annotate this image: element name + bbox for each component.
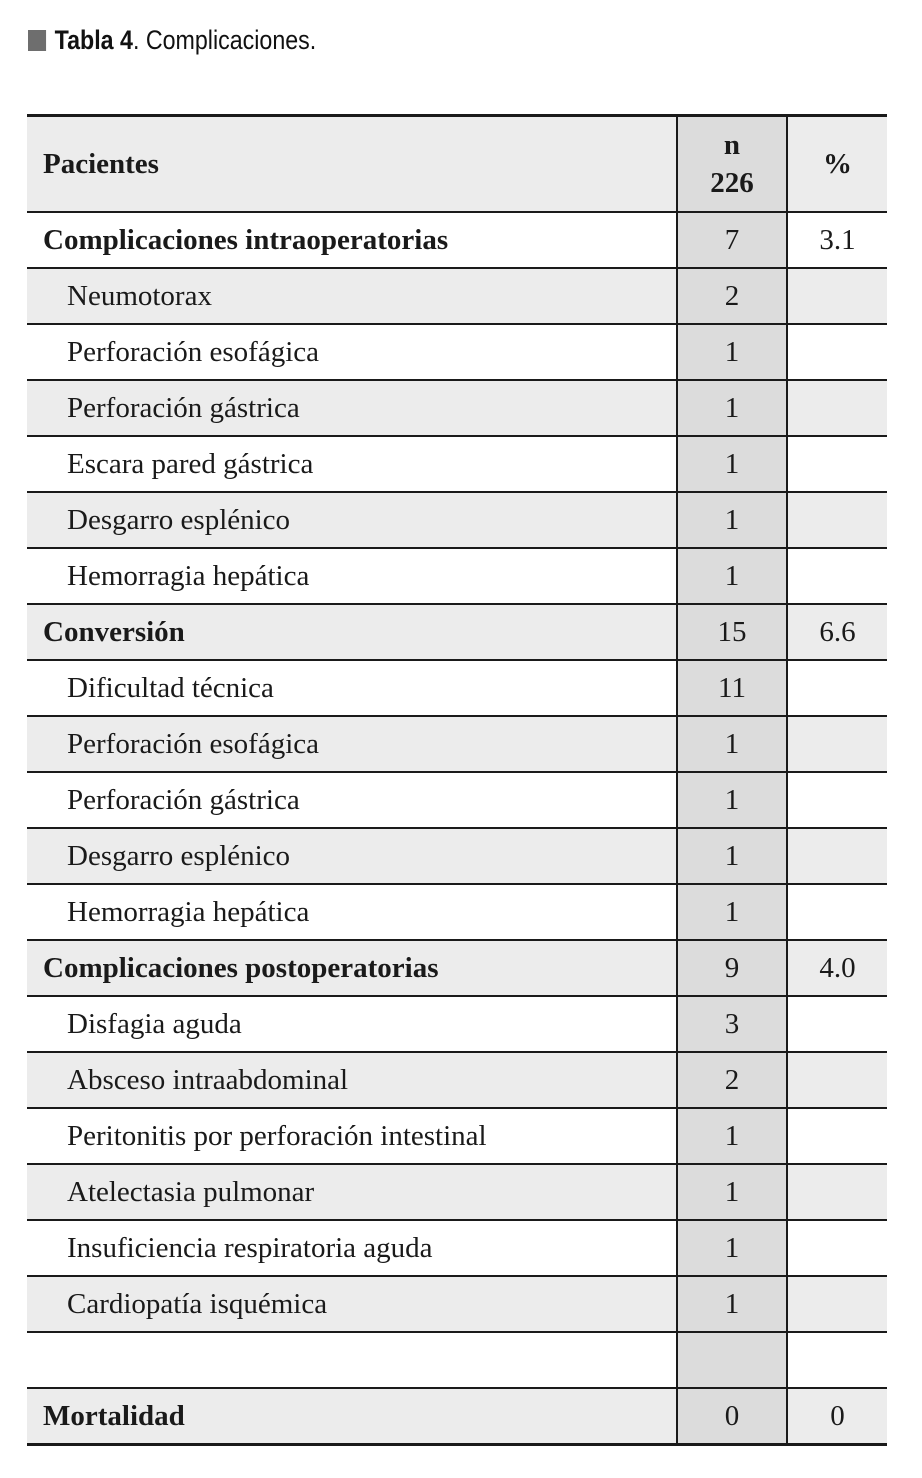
table-row [27, 660, 887, 716]
item-n: 1 [677, 1220, 787, 1276]
mortality-title: Mortalidad [27, 1388, 677, 1445]
item-n: 3 [677, 996, 787, 1052]
item-percent [787, 1052, 887, 1108]
item-percent [787, 996, 887, 1052]
table-row [27, 548, 887, 604]
caption-label: Tabla 4 [54, 25, 133, 55]
caption-text: . Complicaciones. [132, 25, 317, 55]
item-n: 1 [677, 492, 787, 548]
header-n-total: 226 [710, 167, 754, 199]
item-n: 1 [677, 1164, 787, 1220]
item-percent [787, 324, 887, 380]
table-row [27, 492, 887, 548]
section-n: 7 [677, 212, 787, 268]
item-label: Cardiopatía isquémica [27, 1276, 677, 1332]
item-percent [787, 548, 887, 604]
item-percent [787, 828, 887, 884]
table-row [27, 1164, 887, 1220]
item-label: Peritonitis por perforación intestinal [27, 1108, 677, 1164]
item-percent [787, 1276, 887, 1332]
item-n: 2 [677, 1052, 787, 1108]
header-n-label: n [723, 129, 741, 161]
item-percent [787, 660, 887, 716]
item-percent [787, 1108, 887, 1164]
item-label: Perforación esofágica [27, 716, 677, 772]
table-row [27, 1276, 887, 1332]
item-n: 1 [677, 716, 787, 772]
item-n: 1 [677, 436, 787, 492]
item-percent [787, 772, 887, 828]
item-percent [787, 716, 887, 772]
item-label: Desgarro esplénico [27, 828, 677, 884]
table-row [27, 884, 887, 940]
item-label: Absceso intraabdominal [27, 1052, 677, 1108]
item-n: 1 [677, 1276, 787, 1332]
section-percent: 4.0 [787, 940, 887, 996]
item-percent [787, 436, 887, 492]
item-label: Hemorragia hepática [27, 548, 677, 604]
table-row [27, 1052, 887, 1108]
item-label: Desgarro esplénico [27, 492, 677, 548]
blank-cell [787, 1332, 887, 1388]
item-label: Insuficiencia respiratoria aguda [27, 1220, 677, 1276]
item-n: 1 [677, 772, 787, 828]
item-percent [787, 884, 887, 940]
section-row [27, 604, 887, 660]
mortality-n: 0 [677, 1388, 787, 1445]
blank-cell [27, 1332, 677, 1388]
section-n: 9 [677, 940, 787, 996]
caption-square-icon [28, 30, 46, 51]
item-n: 1 [677, 324, 787, 380]
section-title: Conversión [27, 604, 677, 660]
item-label: Perforación esofágica [27, 324, 677, 380]
table-row [27, 436, 887, 492]
mortality-row [27, 1388, 887, 1445]
section-row [27, 212, 887, 268]
item-n: 1 [677, 828, 787, 884]
header-row [27, 116, 887, 213]
section-percent: 3.1 [787, 212, 887, 268]
section-title: Complicaciones intraoperatorias [27, 212, 677, 268]
table-row [27, 716, 887, 772]
item-percent [787, 1164, 887, 1220]
table-row [27, 996, 887, 1052]
item-n: 1 [677, 380, 787, 436]
item-label: Atelectasia pulmonar [27, 1164, 677, 1220]
section-row [27, 940, 887, 996]
section-n: 15 [677, 604, 787, 660]
item-label: Perforación gástrica [27, 772, 677, 828]
table-row [27, 380, 887, 436]
table-row [27, 828, 887, 884]
mortality-percent: 0 [787, 1388, 887, 1445]
item-percent [787, 492, 887, 548]
item-n: 1 [677, 884, 787, 940]
item-n: 2 [677, 268, 787, 324]
item-percent [787, 1220, 887, 1276]
complications-table [27, 114, 887, 1446]
item-label: Dificultad técnica [27, 660, 677, 716]
header-percent: % [787, 116, 887, 213]
item-percent [787, 380, 887, 436]
section-title: Complicaciones postoperatorias [27, 940, 677, 996]
table-row [27, 1220, 887, 1276]
item-label: Disfagia aguda [27, 996, 677, 1052]
section-percent: 6.6 [787, 604, 887, 660]
table-caption [28, 22, 316, 58]
blank-cell [677, 1332, 787, 1388]
item-label: Neumotorax [27, 268, 677, 324]
item-label: Escara pared gástrica [27, 436, 677, 492]
table-row [27, 324, 887, 380]
item-n: 1 [677, 1108, 787, 1164]
header-pacientes: Pacientes [27, 116, 677, 213]
table-row [27, 1108, 887, 1164]
header-n [677, 116, 787, 213]
item-label: Hemorragia hepática [27, 884, 677, 940]
table-row [27, 268, 887, 324]
item-n: 1 [677, 548, 787, 604]
item-percent [787, 268, 887, 324]
table-row [27, 772, 887, 828]
item-n: 11 [677, 660, 787, 716]
blank-row [27, 1332, 887, 1388]
item-label: Perforación gástrica [27, 380, 677, 436]
